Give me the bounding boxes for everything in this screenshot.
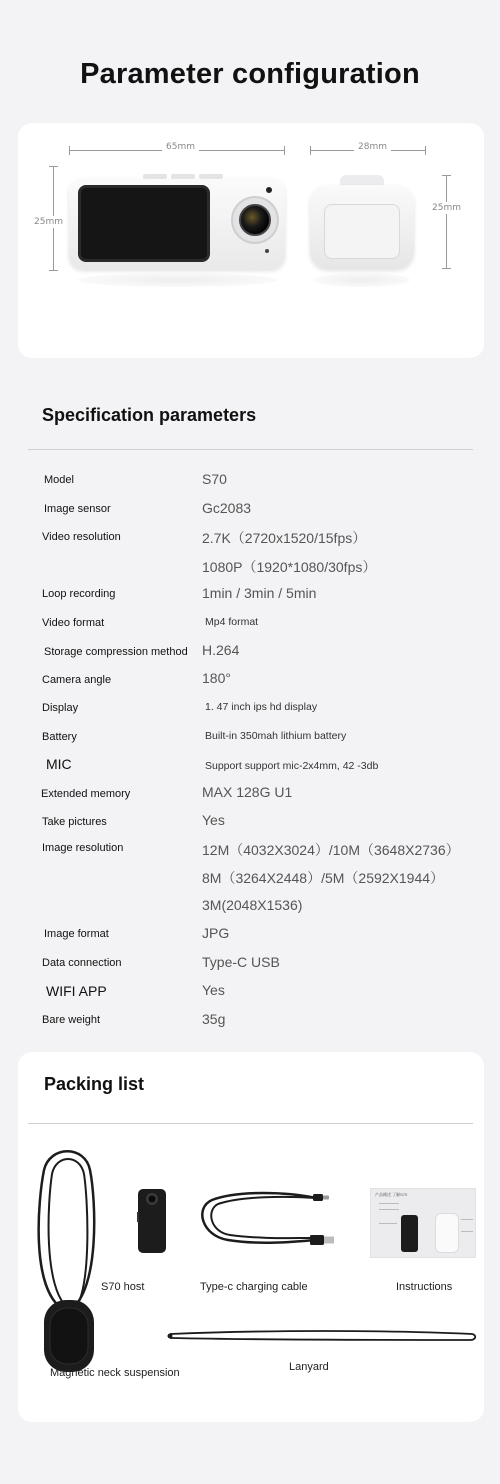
spec-value: 180° — [202, 670, 231, 686]
camera-lens-ring — [231, 196, 279, 244]
spec-value: JPG — [202, 925, 230, 941]
manual-callout-line — [379, 1203, 399, 1204]
page-title: Parameter configuration — [80, 58, 420, 90]
camera-screen — [78, 185, 210, 262]
lanyard-icon — [166, 1326, 478, 1346]
spec-value: Yes — [202, 812, 225, 828]
spec-label: Camera angle — [42, 674, 112, 686]
neck-suspension-icon — [30, 1140, 110, 1375]
side-height-line — [446, 175, 447, 269]
camera-side-view — [310, 185, 414, 269]
spec-value: Gc2083 — [202, 500, 252, 516]
spec-label: Model — [44, 474, 74, 486]
manual-device-black — [401, 1215, 418, 1252]
spec-label: Image format — [44, 928, 109, 940]
spec-value: 3M(2048X1536) — [202, 897, 303, 913]
spec-value: Type-C USB — [202, 954, 280, 970]
spec-label: Video resolution — [42, 531, 121, 543]
manual-callout-line — [379, 1223, 397, 1224]
side-width-tick-right — [425, 146, 426, 155]
spec-value: H.264 — [202, 642, 240, 658]
spec-label: WIFI APP — [46, 983, 107, 999]
spec-label: MIC — [46, 756, 72, 772]
camera-sensor-dot — [266, 187, 272, 193]
spec-value: Mp4 format — [205, 616, 259, 628]
spec-label: Data connection — [42, 957, 122, 969]
manual-device-white — [435, 1213, 459, 1253]
front-height-tick-bottom — [49, 270, 58, 271]
side-height-tick-top — [442, 175, 451, 176]
manual-callout-line — [461, 1231, 473, 1232]
dimension-card — [18, 123, 484, 358]
front-width-label: 65mm — [162, 142, 199, 152]
spec-label: Take pictures — [42, 816, 107, 828]
packing-heading: Packing list — [44, 1074, 145, 1094]
side-width-tick-left — [310, 146, 311, 155]
packing-item-instructions: Instructions — [396, 1281, 453, 1293]
spec-label: Display — [42, 702, 79, 714]
camera-top-button — [143, 174, 167, 179]
spec-label: Bare weight — [42, 1014, 101, 1026]
spec-heading: Specification parameters — [42, 405, 257, 425]
spec-value: Support support mic-2x4mm, 42 -3db — [205, 760, 379, 772]
camera-top-button — [171, 174, 195, 179]
spec-label: Loop recording — [42, 588, 116, 600]
front-width-tick-left — [69, 146, 70, 155]
spec-value: 8M（3264X2448）/5M（2592X1944） — [202, 870, 445, 886]
camera-side-shadow — [314, 273, 410, 287]
front-width-tick-right — [284, 146, 285, 155]
spec-value: Built-in 350mah lithium battery — [205, 730, 347, 742]
spec-label: Image sensor — [44, 503, 111, 515]
spec-value: S70 — [202, 471, 227, 487]
camera-back-clip — [324, 204, 400, 259]
instructions-manual-icon — [370, 1188, 476, 1258]
s70-host-icon — [137, 1188, 167, 1254]
packing-item-neck-suspension: Magnetic neck suspension — [50, 1367, 180, 1379]
spec-label: Extended memory — [41, 788, 131, 800]
manual-title: 产品概述 了解S70 — [375, 1192, 408, 1197]
spec-value: 35g — [202, 1011, 226, 1027]
packing-item-cable: Type-c charging cable — [200, 1281, 308, 1293]
spec-value: 1. 47 inch ips hd display — [205, 701, 318, 713]
manual-callout-line — [461, 1219, 473, 1220]
camera-top-button — [199, 174, 223, 179]
side-height-tick-bottom — [442, 268, 451, 269]
spec-label: Storage compression method — [44, 646, 188, 658]
manual-callout-line — [379, 1209, 399, 1210]
spec-value: 1080P（1920*1080/30fps） — [202, 559, 377, 575]
spec-value: 1min / 3min / 5min — [202, 585, 317, 601]
spec-label: Video format — [42, 617, 105, 629]
spec-value: Yes — [202, 982, 225, 998]
front-height-label: 25mm — [34, 217, 63, 227]
side-height-label: 25mm — [432, 203, 461, 213]
camera-lens-icon — [239, 204, 271, 236]
spec-value: MAX 128G U1 — [202, 784, 293, 800]
camera-indicator-dot — [265, 249, 269, 253]
camera-front-shadow — [78, 273, 278, 287]
front-height-tick-top — [49, 166, 58, 167]
packing-divider — [28, 1123, 473, 1124]
camera-front-view — [69, 178, 285, 269]
spec-label: Image resolution — [42, 842, 124, 854]
spec-divider — [28, 449, 473, 450]
packing-item-host: S70 host — [101, 1281, 145, 1293]
spec-value: 2.7K（2720x1520/15fps） — [202, 530, 367, 546]
packing-item-lanyard: Lanyard — [289, 1361, 329, 1373]
side-width-label: 28mm — [354, 142, 391, 152]
spec-value: 12M（4032X3024）/10M（3648X2736） — [202, 842, 460, 858]
charging-cable-icon — [198, 1188, 338, 1254]
spec-label: Battery — [42, 731, 77, 743]
